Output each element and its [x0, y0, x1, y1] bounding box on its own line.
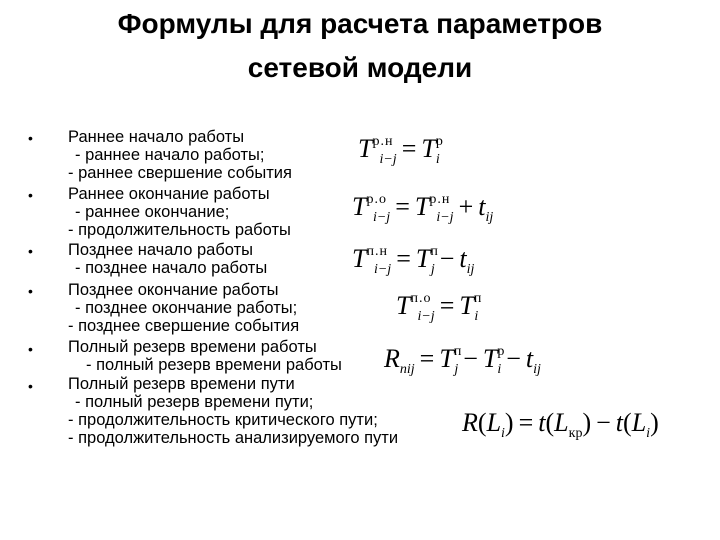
item-detail: - продолжительность критического пути; [68, 411, 378, 429]
item-heading: Раннее окончание работы [68, 185, 270, 203]
formula-total-float-activity: $R_{nij} = T^п_j - T^р_i - t_{ij}$ [384, 344, 541, 377]
title-line-1: Формулы для расчета параметров [117, 8, 603, 39]
formula-late-start: $T^{п.н}_{i-j} = T^п_j - t_{ij}$ [352, 244, 475, 277]
bullet: • [28, 187, 33, 203]
formula-early-start: $T^{р.н}_{i-j} = T^р_i$ [358, 134, 444, 167]
formula-total-float-path: $R(L_i) = t(L_{кр}) - t(L_i)$ [462, 408, 659, 441]
item-heading: Полный резерв времени пути [68, 375, 295, 393]
item-detail: - позднее окончание работы; [75, 299, 298, 317]
item-detail: - полный резерв времени работы [86, 356, 342, 374]
item-detail: - продолжительность анализируемого пути [68, 429, 399, 447]
bullet: • [28, 378, 33, 394]
item-detail: - раннее окончание; [75, 203, 230, 221]
item-detail: - полный резерв времени пути; [75, 393, 314, 411]
item-heading: Раннее начало работы [68, 128, 245, 146]
item-detail: - раннее начало работы; [75, 146, 265, 164]
item-heading: Позднее начало работы [68, 241, 254, 259]
item-detail: - продолжительность работы [68, 221, 291, 239]
title-line-2: сетевой модели [247, 52, 473, 83]
item-detail: - раннее свершение события [68, 164, 292, 182]
item-detail: - позднее начало работы [75, 259, 268, 277]
item-detail: - позднее свершение события [68, 317, 300, 335]
bullet: • [28, 243, 33, 259]
bullet: • [28, 130, 33, 146]
bullet: • [28, 283, 33, 299]
formula-early-finish: $T^{р.о}_{i-j} = T^{р.н}_{i-j} + t_{ij}$ [352, 192, 494, 225]
item-heading: Позднее окончание работы [68, 281, 279, 299]
item-heading: Полный резерв времени работы [68, 338, 317, 356]
formula-late-finish: $T^{п.о}_{i-j} = T^п_i$ [396, 291, 483, 324]
bullet: • [28, 341, 33, 357]
